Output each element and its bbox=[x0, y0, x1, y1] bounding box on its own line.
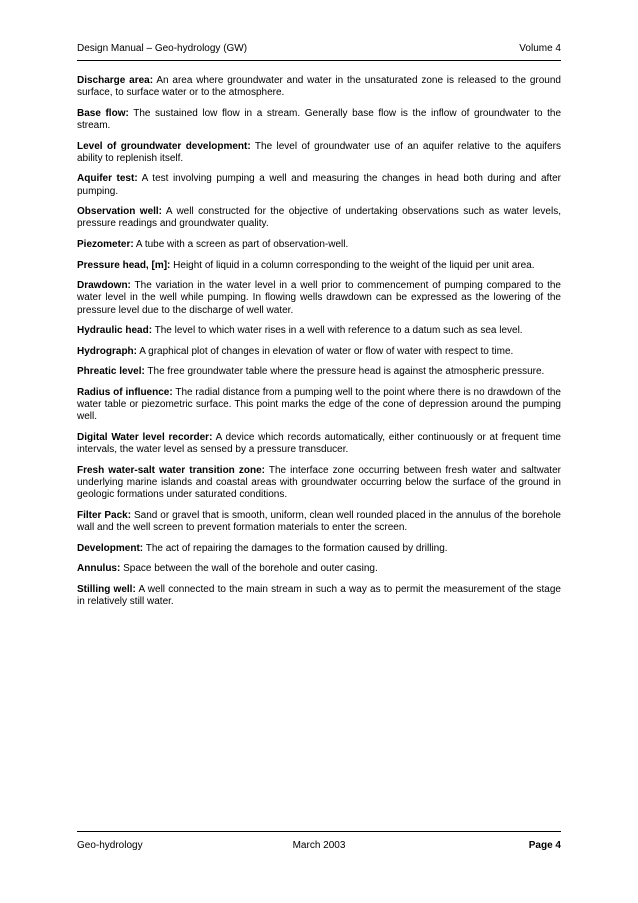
glossary-definition: The sustained low flow in a stream. Generally base flow is the inflow of groundwater to the stream. bbox=[77, 107, 562, 131]
glossary-entry bbox=[77, 465, 561, 502]
glossary bbox=[77, 75, 561, 617]
footer-date: March 2003 bbox=[292, 840, 346, 851]
glossary-definition: An area where groundwater and water in the unsaturated zone is released to the ground surface, to surface water or to the atmosphere. bbox=[77, 75, 561, 99]
footer-subject: Geo-hydrology bbox=[77, 840, 143, 851]
glossary-term: Filter Pack: bbox=[77, 509, 132, 521]
glossary-term: Drawdown: bbox=[77, 280, 131, 292]
page-header bbox=[77, 43, 561, 55]
glossary-definition: A test involving pumping a well and measuring the changes in head both during and after pumping. bbox=[77, 173, 561, 197]
glossary-term: Pressure head, [m]: bbox=[77, 259, 171, 271]
glossary-definition: A well connected to the main stream in such a way as to permit the measurement of the stage in relatively still water. bbox=[77, 583, 561, 607]
glossary-term: Discharge area: bbox=[77, 75, 154, 86]
glossary-entry bbox=[77, 206, 561, 230]
glossary-definition: A well constructed for the objective of undertaking observations such as water levels, pressure readings and groundwater quality. bbox=[77, 206, 561, 230]
glossary-term: Piezometer: bbox=[77, 238, 134, 250]
glossary-definition: Sand or gravel that is smooth, uniform, clean well rounded placed in the annulus of the borehole wall and the well screen to prevent formation materials to enter the screen. bbox=[77, 509, 561, 533]
header-volume: Volume 4 bbox=[519, 43, 561, 54]
glossary-entry bbox=[77, 325, 561, 337]
glossary-term: Hydrograph: bbox=[77, 345, 137, 357]
footer-divider bbox=[77, 831, 561, 832]
glossary-definition: The level of groundwater use of an aquifer relative to the aquifers ability to replenish itself. bbox=[77, 140, 561, 164]
glossary-definition: A graphical plot of changes in elevation of water or flow of water with respect to time. bbox=[139, 345, 514, 357]
glossary-entry bbox=[77, 173, 561, 197]
header-title: Design Manual – Geo-hydrology (GW) bbox=[77, 43, 248, 54]
glossary-definition: Height of liquid in a column corresponding to the weight of the liquid per unit area. bbox=[173, 259, 535, 271]
glossary-entry bbox=[77, 260, 561, 272]
glossary-term: Hydraulic head: bbox=[77, 325, 153, 337]
glossary-entry bbox=[77, 108, 561, 132]
glossary-term: Digital Water level recorder: bbox=[77, 431, 213, 443]
glossary-term: Phreatic level: bbox=[77, 366, 145, 378]
glossary-definition: The variation in the water level in a well prior to commencement of pumping compared to the water level in the well while pumping. In flowing wells drawdown can be expressed as the lowering of the pressure level due to the discharge of well water. bbox=[77, 280, 561, 316]
glossary-entry bbox=[77, 432, 561, 456]
glossary-term: Observation well: bbox=[77, 206, 163, 218]
glossary-definition: The interface zone occurring between fresh water and saltwater underlying marine islands and coastal areas with groundwater occurring below the surface of the ground in geologic formations under saturated conditions. bbox=[77, 464, 561, 501]
glossary-entry bbox=[77, 543, 561, 555]
glossary-definition: The radial distance from a pumping well to the point where there is no drawdown of the water table or piezometric surface. This point marks the edge of the cone of depression around the pumping well. bbox=[77, 386, 561, 423]
glossary-entry bbox=[77, 239, 561, 251]
glossary-term: Aquifer test: bbox=[77, 173, 138, 185]
glossary-definition: Space between the wall of the borehole and outer casing. bbox=[123, 563, 378, 575]
glossary-entry bbox=[77, 366, 561, 378]
footer-page-number: Page 4 bbox=[528, 840, 561, 851]
glossary-entry bbox=[77, 510, 561, 534]
glossary-definition: The level to which water rises in a well with reference to a datum such as sea level. bbox=[154, 325, 523, 337]
glossary-entry bbox=[77, 387, 561, 424]
glossary-definition: The act of repairing the damages to the formation caused by drilling. bbox=[145, 542, 448, 554]
header-divider bbox=[77, 60, 561, 61]
glossary-entry bbox=[77, 75, 561, 99]
glossary-term: Stilling well: bbox=[77, 583, 136, 595]
glossary-term: Level of groundwater development: bbox=[77, 140, 251, 152]
glossary-definition: A tube with a screen as part of observation-well. bbox=[135, 238, 349, 250]
glossary-term: Radius of influence: bbox=[77, 386, 173, 398]
glossary-definition: The free groundwater table where the pressure head is against the atmospheric pressure. bbox=[147, 366, 545, 378]
glossary-term: Annulus: bbox=[77, 563, 121, 575]
glossary-entry bbox=[77, 563, 561, 575]
glossary-term: Development: bbox=[77, 542, 144, 554]
glossary-term: Base flow: bbox=[77, 107, 129, 119]
glossary-entry bbox=[77, 141, 561, 165]
glossary-entry bbox=[77, 346, 561, 358]
glossary-term: Fresh water-salt water transition zone: bbox=[77, 464, 265, 476]
glossary-entry bbox=[77, 280, 561, 317]
glossary-entry bbox=[77, 584, 561, 608]
glossary-definition: A device which records automatically, either continuously or at frequent time intervals, the water level as sensed by a pressure transducer. bbox=[77, 431, 561, 456]
